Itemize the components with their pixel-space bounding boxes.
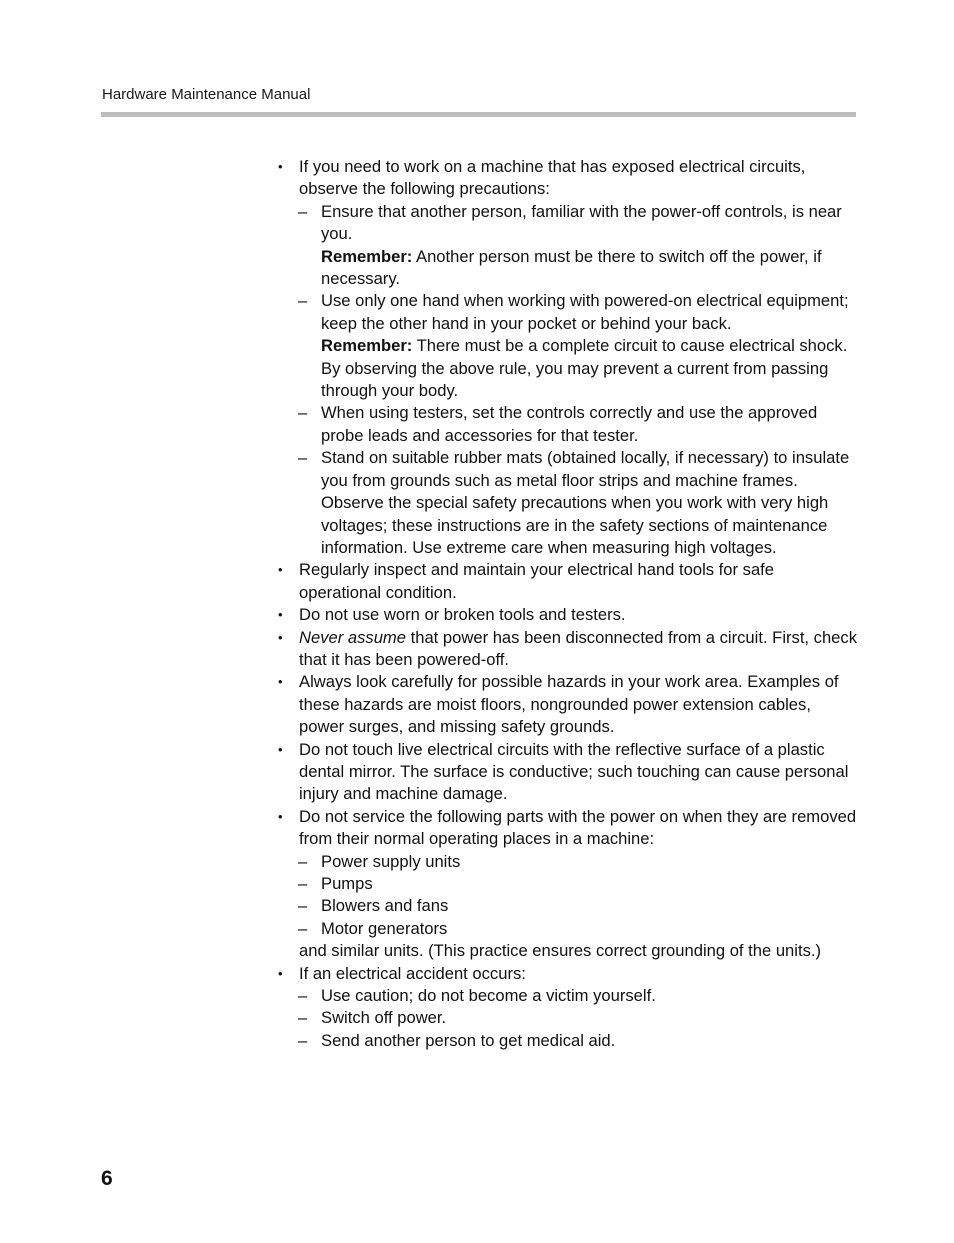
remember-label: Remember: bbox=[321, 336, 413, 356]
bullet-icon: • bbox=[278, 607, 283, 623]
list-item-text: If an electrical accident occurs: bbox=[299, 963, 526, 983]
dash-icon: – bbox=[298, 851, 308, 871]
sub-item-text: Power supply units bbox=[321, 851, 461, 871]
list-item bbox=[277, 671, 857, 738]
sub-list-item bbox=[277, 918, 857, 940]
sub-item-text: Send another person to get medical aid. bbox=[321, 1030, 616, 1050]
list-item bbox=[277, 156, 857, 201]
remember-text: Another person must be there to switch off the power, if necessary. bbox=[321, 246, 822, 289]
dash-icon: – bbox=[298, 201, 308, 221]
list-item bbox=[277, 604, 857, 626]
list-item bbox=[277, 559, 857, 604]
sub-item-text: Switch off power. bbox=[321, 1008, 447, 1028]
sub-item-text: Stand on suitable rubber mats (obtained locally, if necessary) to insulate you from grounds such as metal floor strips and machine frames. bbox=[321, 448, 850, 490]
sub-list-item bbox=[277, 851, 857, 873]
list-item-text: Always look carefully for possible hazards in your work area. Examples of these hazards are moist floors, nongrounded power extension cables, power surges, and missing safety grounds. bbox=[299, 672, 839, 737]
safety-precautions-list bbox=[277, 156, 857, 1052]
remember-note bbox=[277, 246, 857, 291]
page-number: 6 bbox=[101, 1167, 113, 1190]
bullet-icon: • bbox=[278, 629, 283, 645]
high-voltage-note: Observe the special safety precautions when you work with very high voltages; these instructions are in the safety sections of maintenance information. Use extreme care when measuring high voltages. bbox=[321, 493, 829, 557]
sub-list-item bbox=[277, 447, 857, 492]
sub-item-text: Ensure that another person, familiar with the power-off controls, is near you. bbox=[321, 201, 842, 244]
sub-item-text: Use only one hand when working with powered-on electrical equipment; keep the other hand in your pocket or behind your back. bbox=[321, 291, 849, 333]
dash-icon: – bbox=[298, 1008, 308, 1028]
dash-icon: – bbox=[298, 918, 308, 938]
sub-list-item bbox=[277, 201, 857, 246]
bullet-icon: • bbox=[278, 159, 283, 174]
list-item-text: Do not touch live electrical circuits with the reflective surface of a plastic dental mirror. The surface is conductive; such touching can cause personal injury and machine damage. bbox=[299, 739, 849, 804]
sub-list-item bbox=[277, 985, 857, 1007]
sub-item-text: Motor generators bbox=[321, 918, 448, 938]
sub-list-item bbox=[277, 873, 857, 895]
dash-icon: – bbox=[298, 1030, 308, 1050]
bullet-icon: • bbox=[278, 562, 283, 578]
list-item-text: that power has been disconnected from a circuit. First, check that it has been powered-off. bbox=[299, 627, 858, 669]
dash-icon: – bbox=[298, 403, 308, 423]
sub-list-item bbox=[277, 1030, 857, 1052]
bullet-icon: • bbox=[278, 674, 283, 690]
bullet-icon: • bbox=[278, 741, 283, 757]
dash-icon: – bbox=[298, 874, 308, 893]
running-header: Hardware Maintenance Manual bbox=[102, 86, 311, 103]
list-item-text: If you need to work on a machine that has exposed electrical circuits, observe the following precautions: bbox=[299, 157, 806, 199]
dash-icon: – bbox=[298, 896, 308, 916]
list-item-text: Regularly inspect and maintain your electrical hand tools for safe operational condition. bbox=[299, 560, 775, 602]
sub-list-item bbox=[277, 1007, 857, 1029]
sub-list-item bbox=[277, 402, 857, 447]
list-item bbox=[277, 627, 857, 672]
dash-icon: – bbox=[298, 448, 308, 468]
dash-icon: – bbox=[298, 291, 308, 311]
continuation-text: and similar units. (This practice ensures correct grounding of the units.) bbox=[299, 941, 822, 961]
remember-note bbox=[277, 335, 857, 402]
list-item bbox=[277, 963, 857, 985]
sub-item-text: When using testers, set the controls correctly and use the approved probe leads and accessories for that tester. bbox=[321, 403, 818, 445]
bullet-icon: • bbox=[278, 965, 283, 981]
list-item bbox=[277, 739, 857, 806]
emphasis-text: Never assume bbox=[299, 627, 406, 647]
header-rule bbox=[101, 112, 856, 117]
dash-icon: – bbox=[298, 986, 308, 1006]
list-item bbox=[277, 806, 857, 851]
bullet-icon: • bbox=[278, 808, 283, 824]
remember-text: There must be a complete circuit to cause electrical shock. By observing the above rule, you may prevent a current from passing through your body. bbox=[321, 336, 848, 401]
list-item-text: Do not service the following parts with the power on when they are removed from their normal operating places in a machine: bbox=[299, 806, 857, 849]
sub-item-text: Pumps bbox=[321, 874, 373, 893]
sub-list-item bbox=[277, 895, 857, 917]
sub-item-text: Use caution; do not become a victim yourself. bbox=[321, 986, 656, 1006]
sub-list-item bbox=[277, 290, 857, 335]
remember-label: Remember: bbox=[321, 246, 413, 266]
sub-item-text: Blowers and fans bbox=[321, 896, 449, 916]
list-item-text: Do not use worn or broken tools and testers. bbox=[299, 605, 626, 625]
